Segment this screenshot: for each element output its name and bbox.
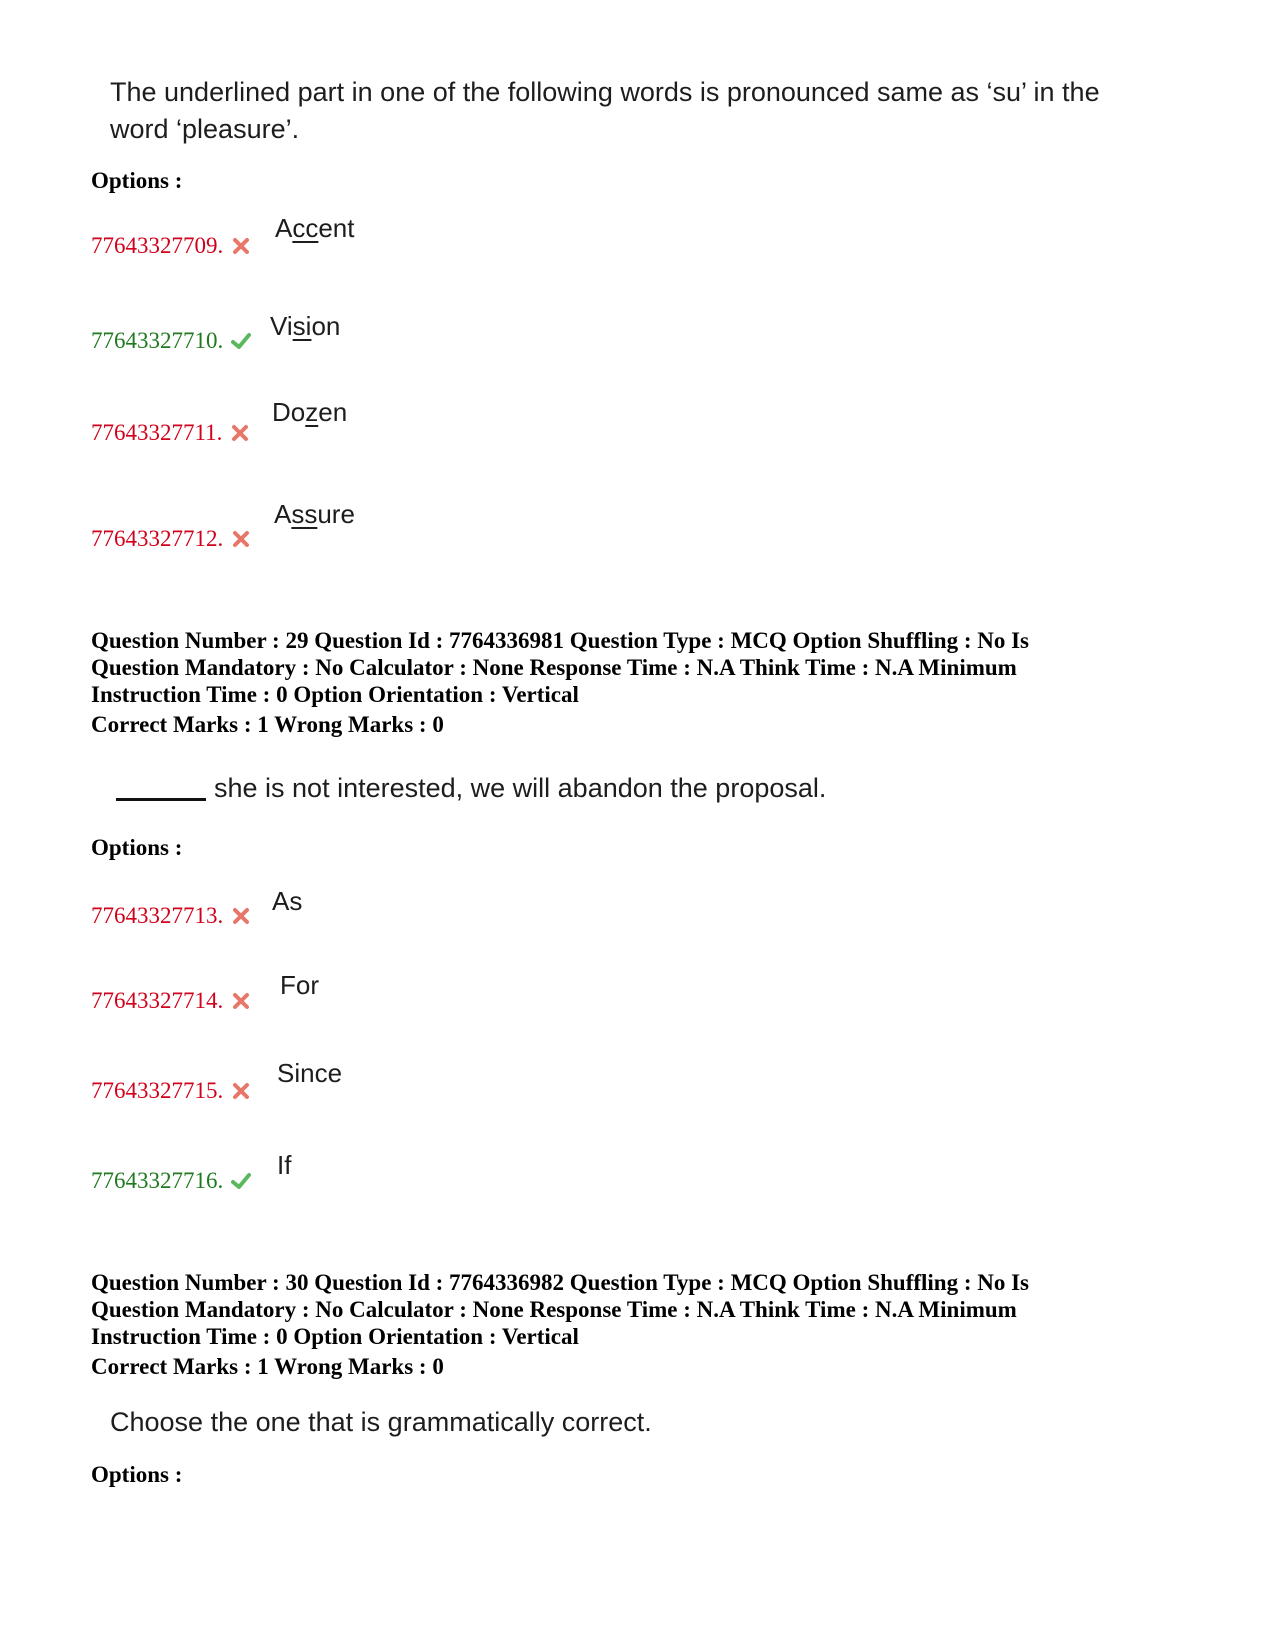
options-label: Options :: [91, 168, 183, 193]
option-id: 77643327716.: [91, 1168, 251, 1194]
question-meta: Question Number : 30 Question Id : 7764336982 Question Type : MCQ Option Shuffling : No Is Question Mandatory : No Calculator : None Response Time : N.A Think Time : N.A Minimum Instruction Time : 0 Option Orientation : Vertical: [91, 1270, 1030, 1349]
check-icon: [231, 1171, 251, 1191]
option-word: Vision: [270, 311, 341, 341]
option-word: Dozen: [272, 397, 348, 427]
option-id: 77643327709.: [91, 233, 251, 259]
option-id: 77643327710.: [91, 328, 251, 354]
cross-icon: [231, 529, 251, 549]
question-text: The underlined part in one of the following words is pronounced same as ‘su’ in the word ‘pleasure’.: [110, 77, 1100, 144]
question-marks: Correct Marks : 1 Wrong Marks : 0: [91, 712, 444, 737]
option-id: 77643327714.: [91, 988, 251, 1014]
option-word: Since: [277, 1058, 343, 1088]
cross-icon: [230, 423, 250, 443]
options-label: Options :: [91, 835, 183, 860]
options-label: Options :: [91, 1462, 183, 1487]
check-icon: [231, 331, 251, 351]
option-word: Accent: [275, 213, 355, 243]
option-word: For: [280, 970, 319, 1000]
option-id: 77643327713.: [91, 903, 251, 929]
blank-line: [116, 798, 206, 801]
question-text: she is not interested, we will abandon the proposal.: [116, 770, 1016, 807]
option-word: If: [277, 1150, 292, 1180]
option-word: Assure: [274, 499, 355, 529]
cross-icon: [231, 991, 251, 1011]
cross-icon: [231, 906, 251, 926]
cross-icon: [231, 1081, 251, 1101]
question-marks: Correct Marks : 1 Wrong Marks : 0: [91, 1354, 444, 1379]
option-id: 77643327715.: [91, 1078, 251, 1104]
option-id: 77643327711.: [91, 420, 250, 446]
option-id: 77643327712.: [91, 526, 251, 552]
cross-icon: [231, 236, 251, 256]
option-word: As: [272, 886, 303, 916]
question-meta: Question Number : 29 Question Id : 7764336981 Question Type : MCQ Option Shuffling : No Is Question Mandatory : No Calculator : None Response Time : N.A Think Time : N.A Minimum Instruction Time : 0 Option Orientation : Vertical: [91, 628, 1030, 707]
question-text: Choose the one that is grammatically correct.: [110, 1407, 652, 1437]
